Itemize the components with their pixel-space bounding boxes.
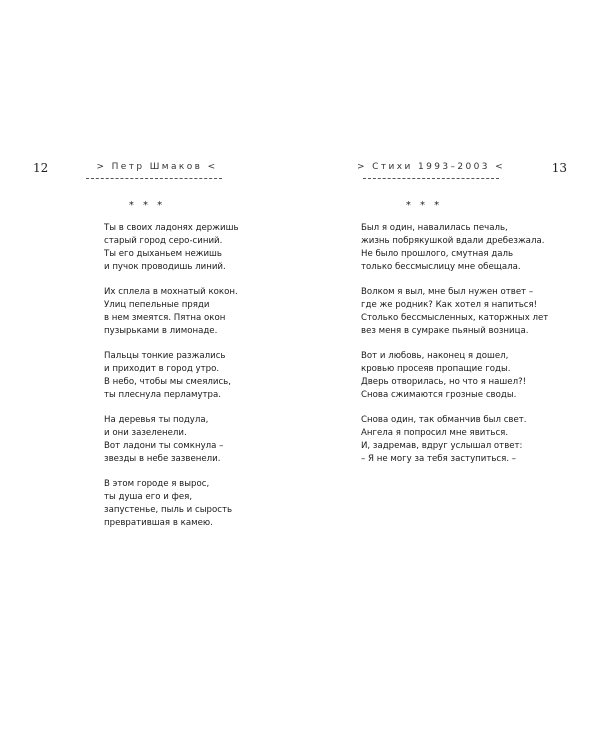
stanza-separator: * * * <box>128 200 166 211</box>
poem-line: превратившая в камею. <box>104 518 213 528</box>
stanza <box>361 350 548 402</box>
poem-line: Не было прошлого, смутная даль <box>361 249 514 259</box>
poem-line: Улиц пепельные пряди <box>104 300 210 310</box>
stanza <box>104 350 239 402</box>
stanza-separator: * * * <box>405 200 443 211</box>
stanza <box>361 286 548 338</box>
poem-line: и приходит в город утро. <box>104 364 220 374</box>
poem-line: В небо, чтобы мы смеялись, <box>104 377 231 387</box>
poem-line: вез меня в сумраке пьяный возница. <box>361 326 529 336</box>
poem-line: На деревья ты подула, <box>104 415 209 425</box>
poem-line: Их сплела в мохнатый кокон. <box>104 287 238 297</box>
poem-line: Столько бессмысленных, каторжных лет <box>361 313 549 323</box>
page-number: 12 <box>33 161 49 175</box>
poem-line: старый город серо-синий. <box>104 236 223 246</box>
poem <box>104 222 239 542</box>
poem-line: пузырьками в лимонаде. <box>104 326 218 336</box>
dashed-rule <box>363 178 499 179</box>
poem-line: В этом городе я вырос, <box>104 479 210 489</box>
stanza <box>361 414 548 466</box>
poem-line: только бессмыслицу мне обещала. <box>361 262 521 272</box>
poem-line: Ты в своих ладонях держишь <box>104 223 239 233</box>
poem-line: Вот и любовь, наконец я дошел, <box>361 351 509 361</box>
poem-line: Дверь отворилась, но что я нашел?! <box>361 377 527 387</box>
running-head-author: > Петр Шмаков < <box>96 162 218 172</box>
poem-line: ты плеснула перламутра. <box>104 390 221 400</box>
poem-line: Вот ладони ты сомкнула – <box>104 441 224 451</box>
right-page <box>300 0 600 750</box>
poem-line: И, задремав, вдруг услышал ответ: <box>361 441 523 451</box>
stanza <box>104 222 239 274</box>
stanza <box>104 478 239 530</box>
poem-line: Ангела я попросил мне явиться. <box>361 428 509 438</box>
poem-line: и они зазеленели. <box>104 428 187 438</box>
stanza <box>361 222 548 274</box>
poem-line: Снова один, так обманчив был свет. <box>361 415 527 425</box>
dashed-rule <box>86 178 222 179</box>
stanza <box>104 286 239 338</box>
poem-line: Пальцы тонкие разжались <box>104 351 226 361</box>
running-head-title: > Стихи 1993–2003 < <box>356 162 506 172</box>
poem-line: Снова сжимаются грозные своды. <box>361 390 517 400</box>
poem-line: и пучок проводишь линий. <box>104 262 226 272</box>
page-number: 13 <box>551 161 567 175</box>
poem <box>361 222 548 478</box>
poem-line: в нем змеятся. Пятна окон <box>104 313 226 323</box>
poem-line: – Я не могу за тебя заступиться. – <box>361 454 517 464</box>
poem-line: ты душа его и фея, <box>104 492 193 502</box>
poem-line: Был я один, навалилась печаль, <box>361 223 508 233</box>
poem-line: жизнь побрякушкой вдали дребезжала. <box>361 236 545 246</box>
poem-line: Ты его дыханьем нежишь <box>104 249 222 259</box>
poem-line: кровью просеяв пропащие годы. <box>361 364 511 374</box>
poem-line: Волком я выл, мне был нужен ответ – <box>361 287 534 297</box>
poem-line: звезды в небе зазвенели. <box>104 454 221 464</box>
poem-line: где же родник? Как хотел я напиться! <box>361 300 538 310</box>
poem-line: запустенье, пыль и сырость <box>104 505 233 515</box>
stanza <box>104 414 239 466</box>
